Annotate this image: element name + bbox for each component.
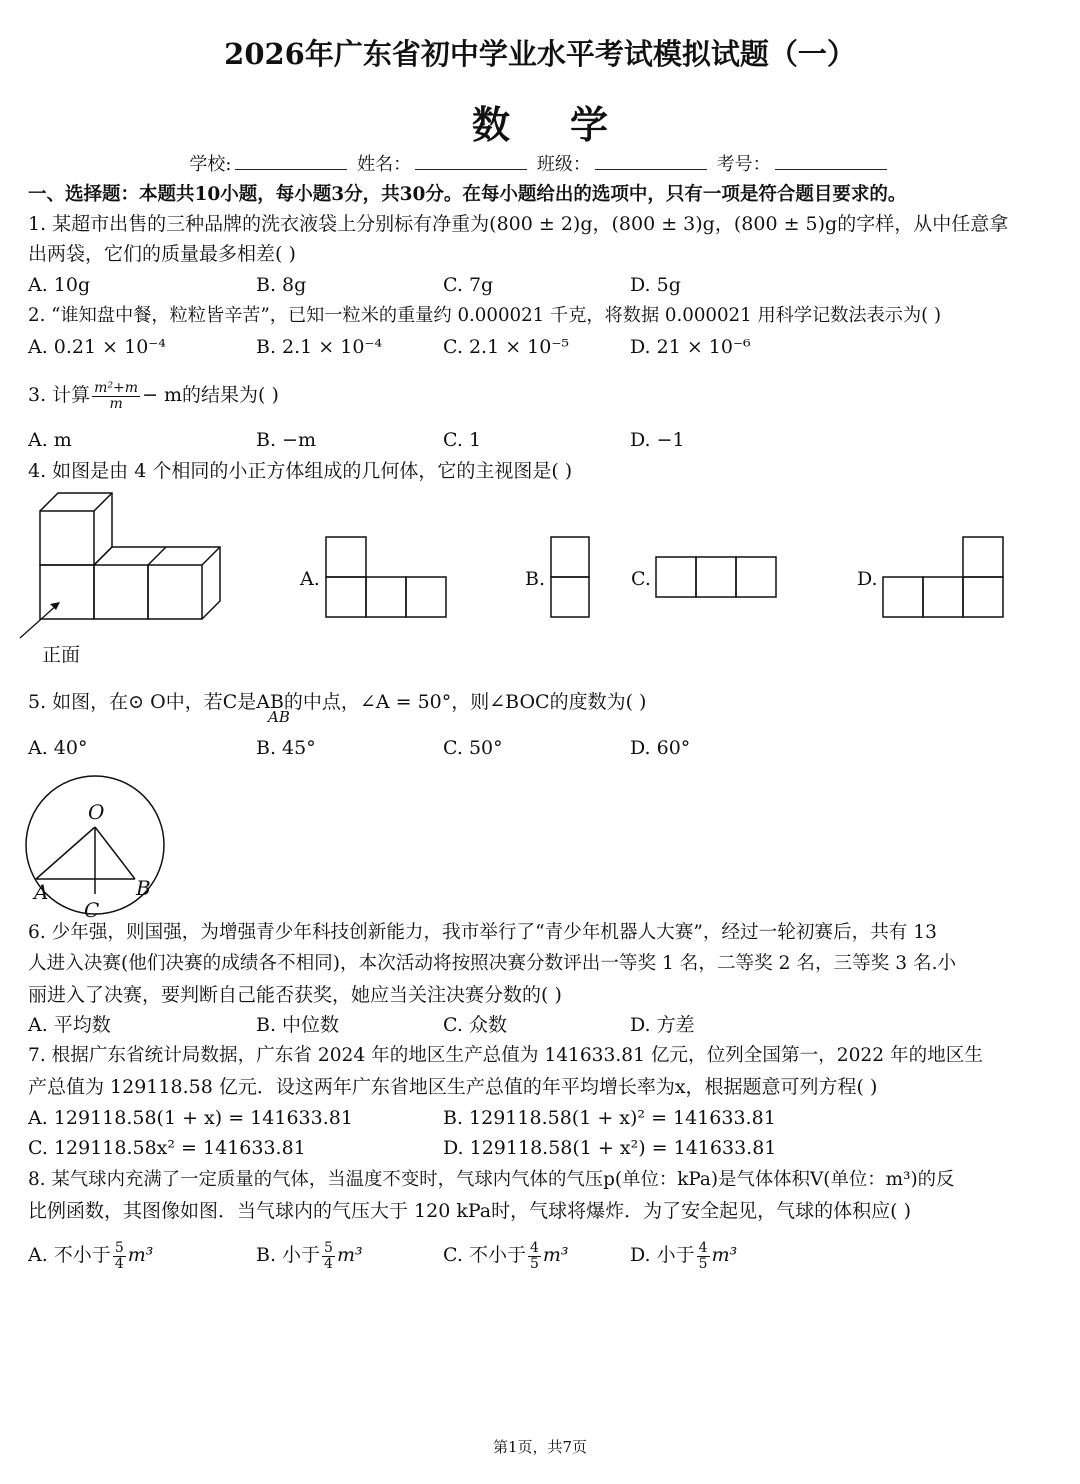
q2-option-c[interactable]: C. 2.1 × 10⁻⁵ [443,336,569,358]
q4-option-c-figure[interactable] [656,557,776,597]
q1-option-b[interactable]: B. 8g [256,274,307,296]
q2-option-d[interactable]: D. 21 × 10⁻⁶ [630,336,751,358]
id-label: 考号： [716,154,771,175]
q8-b-frac [322,1241,335,1272]
class-label: 班级： [536,154,591,175]
q6-option-b[interactable]: B. 中位数 [256,1014,340,1036]
segment-oa [36,827,95,879]
q8-option-d[interactable] [630,1240,737,1272]
q1-option-c[interactable]: C. 7g [443,274,494,296]
point-a-label: A [34,880,49,904]
q3-line1 [28,380,279,412]
q5-line1: 5. 如图，在⊙ O中，若C是AB的中点，∠A = 50°，则∠BOC的度数为( ) [28,691,647,713]
q8-a-frac [113,1241,126,1272]
q8-a-den: 4 [114,1255,124,1272]
q6-option-d[interactable]: D. 方差 [630,1014,695,1036]
q3-fraction [92,381,140,412]
name-label: 姓名： [357,154,412,175]
q3-frac-den: m [109,395,123,412]
q4-option-b-label[interactable]: B. [525,568,546,590]
q3-option-a[interactable]: A. m [28,429,72,451]
q7-option-d[interactable]: D. 129118.58(1 + x²) = 141633.81 [443,1137,777,1159]
q7-line2: 产总值为 129118.58 亿元．设这两年广东省地区生产总值的年平均增长率为x，根据题意可列方程( ) [28,1076,878,1098]
q2-option-a[interactable]: A. 0.21 × 10⁻⁴ [28,336,166,358]
point-o-label: O [88,800,105,824]
q1-option-d[interactable]: D. 5g [630,274,681,296]
q8-b-num: 5 [324,1239,333,1256]
q8-c-prefix: C. 不小于 [443,1244,526,1266]
school-label: 学校: [189,154,232,175]
exam-title: 2026年广东省初中学业水平考试模拟试题（一） [224,37,856,71]
q8-line1: 8. 某气球内充满了一定质量的气体，当温度不变时，气球内气体的气压p(单位：kPa)是气体体积V(单位：m³)的反 [28,1169,955,1190]
q8-c-unit: m³ [542,1244,569,1266]
q8-d-den: 5 [698,1255,708,1272]
q8-d-frac [697,1241,710,1272]
q4-option-a-label[interactable]: A. [300,568,320,590]
id-blank[interactable] [775,155,887,170]
q5-arc-label: AB [268,708,290,726]
q3-frac-num: m²+m [94,379,139,396]
q8-d-num: 4 [698,1239,708,1256]
q3-option-d[interactable]: D. −1 [630,429,685,451]
q4-line1: 4. 如图是由 4 个相同的小正方体组成的几何体，它的主视图是( ) [28,460,573,482]
point-b-label: B [136,876,151,900]
q8-c-frac [528,1241,541,1272]
q8-b-prefix: B. 小于 [256,1244,321,1266]
q5-circle-figure [0,770,200,925]
section-heading: 一、选择题：本题共10小题，每小题3分，共30分。在每小题给出的选项中，只有一项是符合题目要求的。 [28,184,907,205]
q8-c-den: 5 [529,1255,539,1272]
q6-line3: 丽进入了决赛，要判断自己能否获奖，她应当关注决赛分数的( ) [28,984,562,1006]
q8-d-prefix: D. 小于 [630,1244,695,1266]
q8-a-prefix: A. 不小于 [28,1244,111,1266]
q4-option-a-figure[interactable] [326,537,446,617]
q1-option-a[interactable]: A. 10g [28,274,91,296]
q4-option-d-figure[interactable] [883,537,1003,617]
q6-option-a[interactable]: A. 平均数 [28,1014,111,1036]
q4-solid [40,493,220,619]
student-info-row [0,150,1080,176]
q1-line1: 1. 某超市出售的三种品牌的洗衣液袋上分别标有净重为(800 ± 2)g，(800 ± 3)g，(800 ± 5)g的字样，从中任意拿 [28,213,1009,235]
q8-a-num: 5 [114,1239,124,1256]
q8-option-b[interactable] [256,1240,363,1272]
q6-option-c[interactable]: C. 众数 [443,1014,507,1036]
q8-b-den: 4 [324,1255,333,1272]
name-blank[interactable] [415,155,527,170]
q7-option-c[interactable]: C. 129118.58x² = 141633.81 [28,1137,306,1159]
q5-option-b[interactable]: B. 45° [256,737,316,759]
q8-b-unit: m³ [336,1244,363,1266]
q3-prefix: 3. 计算 [28,384,91,406]
q4-option-c-label[interactable]: C. [631,568,651,590]
point-c-label: C [84,898,100,922]
q8-a-unit: m³ [127,1244,154,1266]
q5-option-c[interactable]: C. 50° [443,737,503,759]
page-footer: 第1页，共7页 [492,1438,588,1456]
q5-option-d[interactable]: D. 60° [630,737,691,759]
school-blank[interactable] [235,155,347,170]
q3-option-c[interactable]: C. 1 [443,429,482,451]
q8-line2: 比例函数，其图像如图．当气球内的气压大于 120 kPa时，气球将爆炸．为了安全起见，气球的体积应( ) [28,1200,911,1222]
q7-option-b[interactable]: B. 129118.58(1 + x)² = 141633.81 [443,1107,776,1129]
q1-line2: 出两袋，它们的质量最多相差( ) [28,243,296,265]
front-label: 正面 [42,644,81,666]
q2-option-b[interactable]: B. 2.1 × 10⁻⁴ [256,336,383,358]
q5-option-a[interactable]: A. 40° [28,737,88,759]
q3-option-b[interactable]: B. −m [256,429,316,451]
q7-option-a[interactable]: A. 129118.58(1 + x) = 141633.81 [28,1107,353,1129]
q6-line1: 6. 少年强，则国强，为增强青少年科技创新能力，我市举行了“青少年机器人大赛”，经过一轮初赛后，共有 13 [28,922,937,943]
q2-line1: 2. “谁知盘中餐，粒粒皆辛苦”，已知一粒米的重量约 0.000021 千克，将数据 0.000021 用科学记数法表示为( ) [28,305,942,326]
q4-option-b-figure[interactable] [551,537,589,617]
q8-option-c[interactable] [443,1240,569,1272]
q8-c-num: 4 [529,1239,539,1256]
q7-line1: 7. 根据广东省统计局数据，广东省 2024 年的地区生产总值为 141633.81 亿元，位列全国第一，2022 年的地区生 [28,1045,983,1066]
q3-suffix: − m的结果为( ) [142,384,279,406]
class-blank[interactable] [595,155,707,170]
q8-d-unit: m³ [711,1244,738,1266]
q8-option-a[interactable] [28,1240,153,1272]
segment-ob [95,827,135,879]
q4-option-d-label[interactable]: D. [857,568,878,590]
subject-title: 数学 [471,102,668,147]
q6-line2: 人进入决赛(他们决赛的成绩各不相同)，本次活动将按照决赛分数评出一等奖 1 名，二等奖 2 名，三等奖 3 名.小 [28,953,957,974]
